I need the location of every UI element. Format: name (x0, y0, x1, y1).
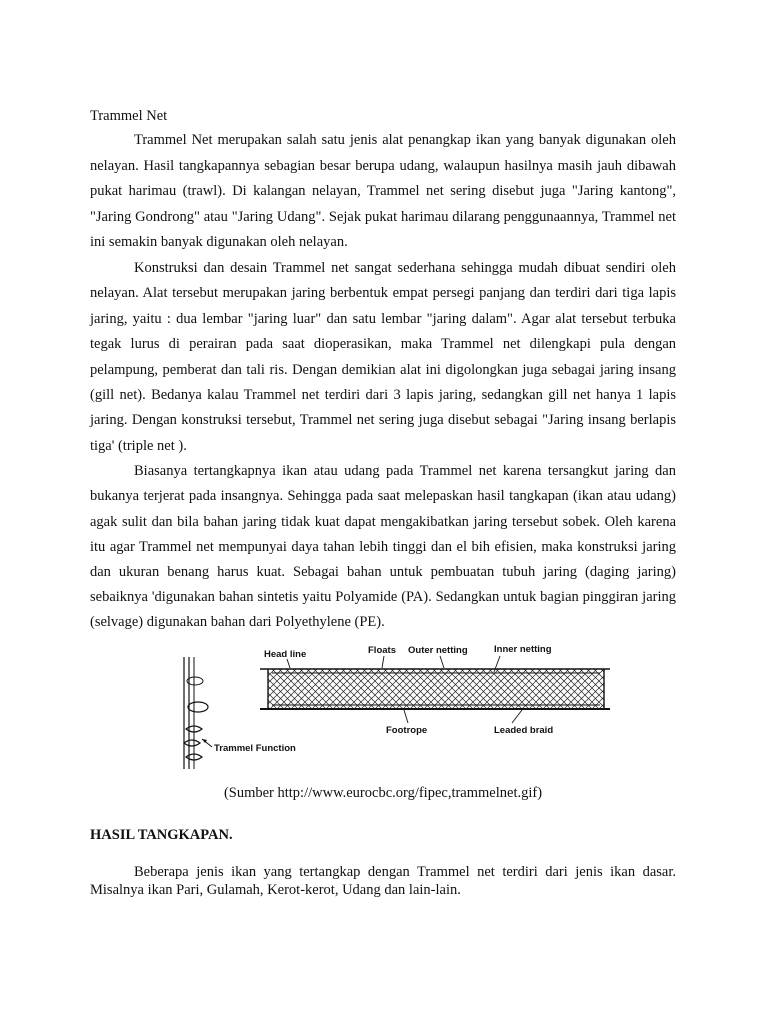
document-title: Trammel Net (90, 108, 168, 124)
paragraph-1: Trammel Net merupakan salah satu jenis alat penangkap ikan yang banyak digunakan oleh nelayan. Hasil tangkapannya sebagian besar berupa udang, walaupun hasilnya masih jauh dibawah pukat harimau (trawl). Di kalangan nelayan, Trammel net sering disebut juga "Jaring kantong", "Jaring Gondrong" atau "Jaring Udang". Sejak pukat harimau dilarang penggunaannya, Trammel net ini semakin banyak digunakan oleh nelayan. (90, 132, 676, 251)
section-paragraph: Beberapa jenis ikan yang tertangkap dengan Trammel net terdiri dari jenis ikan dasar. Misalnya ikan Pari, Gulamah, Kerot-kerot, Udang dan lain-lain. (90, 863, 676, 898)
trammel-net-diagram (172, 639, 612, 779)
net-panel (260, 669, 610, 709)
document-page (90, 104, 676, 899)
outer-netting-label: Outer netting (408, 644, 468, 656)
paragraph-3: Biasanya tertangkapnya ikan atau udang pada Trammel net karena tersangkut jaring dan bukanya terjerat pada insangnya. Sehingga pada saat melepaskan hasil tangkapan (ikan atau udang) agak sulit dan bila bahan jaring tidak kuat dapat mengakibatkan jaring tersebut sobek. Oleh karena itu agar Trammel net mempunyai daya tahan lebih tinggi dan el bih efisien, maka konstruksi jaring dan ukuran benang harus kuat. Sebagai bahan untuk pembuatan tubuh jaring (daging jaring) sebaiknya 'digunakan bahan sintetis yaitu Polyamide (PA). Sedangkan untuk bagian pinggiran jaring (selvage) digunakan bahan dari Polyethylene (PE). (90, 463, 676, 631)
floats-label: Floats (368, 644, 396, 656)
footrope-label: Footrope (386, 724, 428, 736)
trammel-net-figure (90, 639, 676, 825)
trammel-function-label: Trammel Function (214, 742, 296, 754)
figure-caption: (Sumber http://www.eurocbc.org/fipec,trammelnet.gif) (223, 784, 543, 801)
section-heading: HASIL TANGKAPAN. (90, 826, 233, 843)
inner-netting-label: Inner netting (494, 643, 552, 655)
trammel-function-illustration (184, 657, 212, 769)
head-line-label: Head line (264, 648, 307, 660)
paragraph-2: Konstruksi dan desain Trammel net sangat sederhana sehingga mudah dibuat sendiri oleh nelayan. Alat tersebut merupakan jaring berbentuk empat persegi panjang dan terdiri dari tiga lapis jaring, yaitu : dua lembar "jaring luar" dan satu lembar "jaring dalam". Agar alat tersebut terbuka tegak lurus di perairan pada saat dioperasikan, maka Trammel net dilengkapi pula dengan pelampung, pemberat dan tali ris. Dengan demikian alat ini digolongkan juga sebagai jaring insang (gill net). Bedanya kalau Trammel net terdiri dari 3 lapis jaring, sedangkan gill net hanya 1 lapis jaring. Dengan konstruksi tersebut, Trammel net sering juga disebut sebagai "Jaring insang berlapis tiga' (triple net ). (90, 259, 676, 454)
leaded-braid-label: Leaded braid (494, 724, 554, 736)
